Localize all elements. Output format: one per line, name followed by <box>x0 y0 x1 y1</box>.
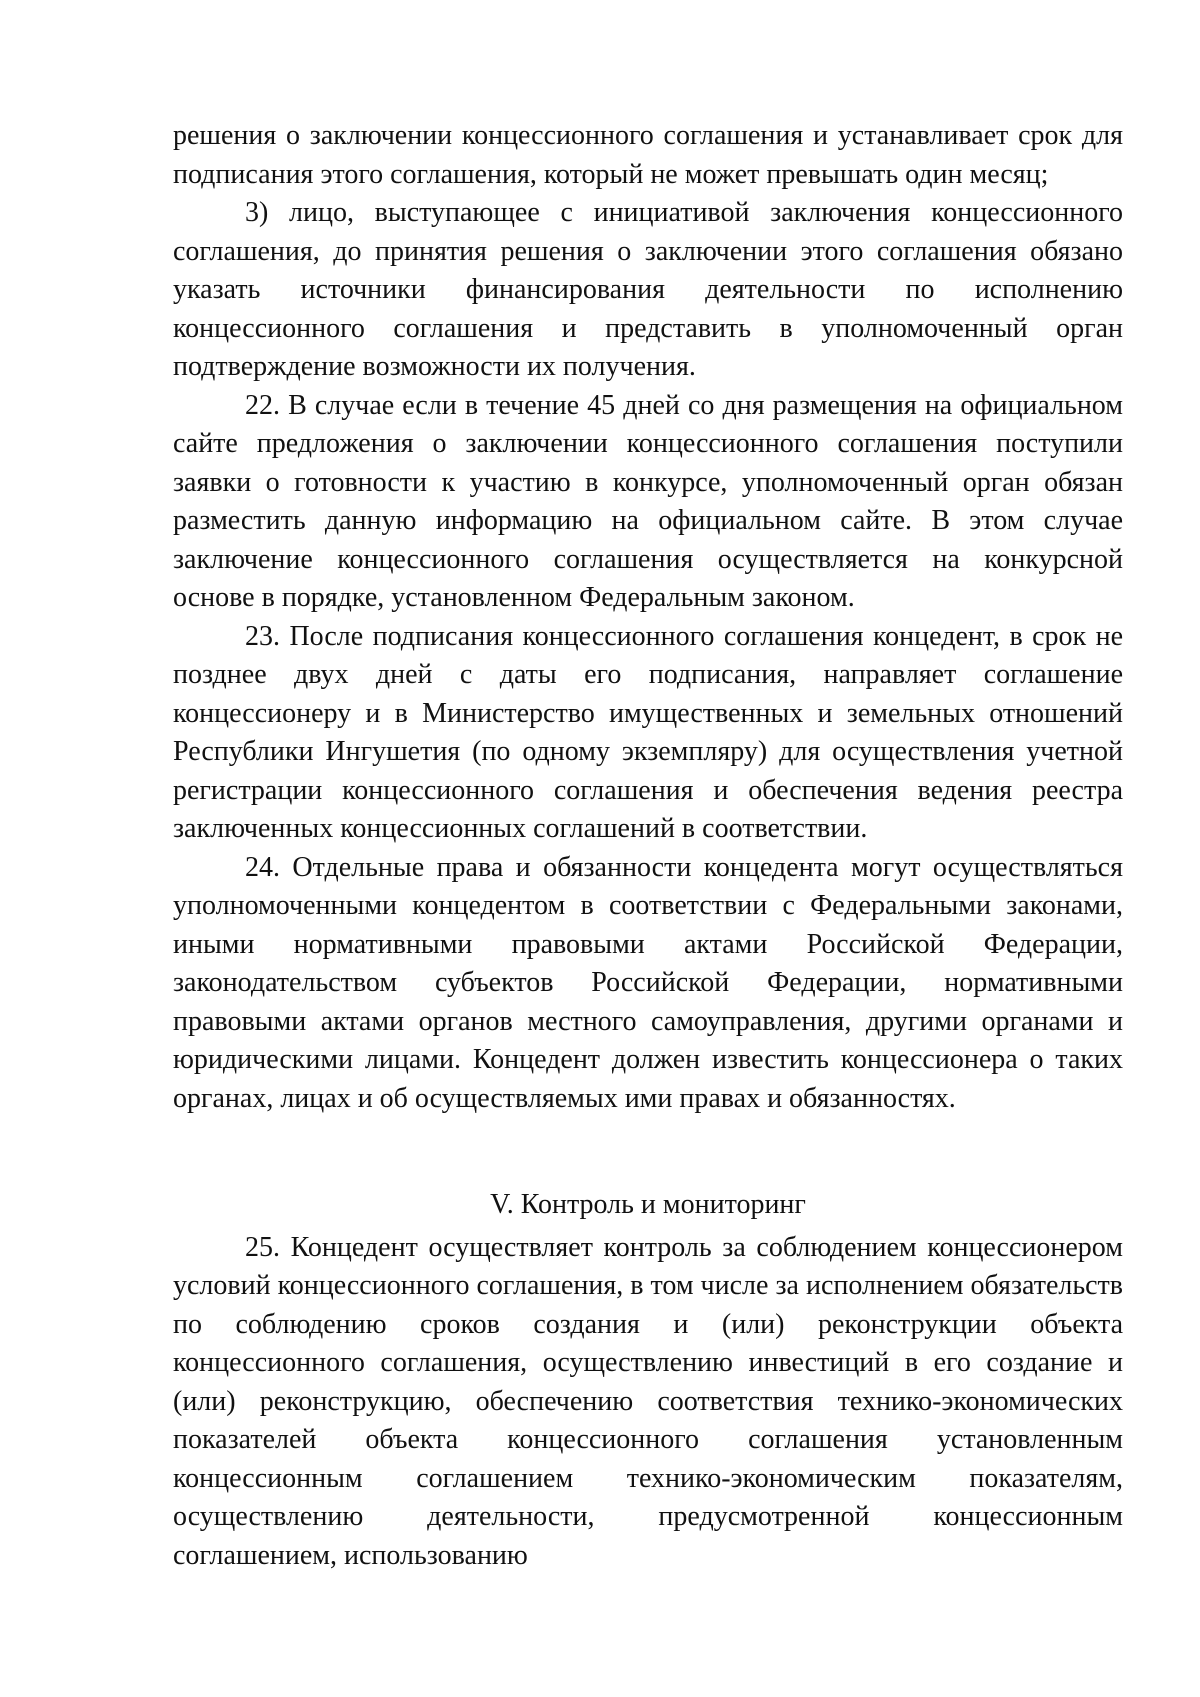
paragraph-22: 22. В случае если в течение 45 дней со дня размещения на официальном сайте предложения о заключении концессионного соглашения поступили заявки о готовности к участию в конкурсе, уполномоченный орган обязан разместить данную информацию на официальном сайте. В этом случае заключение концессионного соглашения осуществляется на конкурсной основе в порядке, установленном Федеральным законом. <box>173 389 1123 613</box>
paragraph-continuation: решения о заключении концессионного соглашения и устанавливает срок для подписания этого соглашения, который не может превышать один месяц; <box>173 120 1123 190</box>
section-heading: V. Контроль и мониторинг <box>490 1189 806 1220</box>
paragraph-24: 24. Отдельные права и обязанности концедента могут осуществляться уполномоченными концедентом в соответствии с Федеральными законами, иными нормативными правовыми актами Российской Федерации, законодательством субъектов Российской Федерации, нормативными правовыми актами органов местного самоуправления, другими органами и юридическими лицами. Концедент должен известить концессионера о таких органах, лицах и об осуществляемых ими правах и обязанностях. <box>173 851 1123 1114</box>
paragraph-23: 23. После подписания концессионного соглашения концедент, в срок не позднее двух дней с даты его подписания, направляет соглашение концессионеру и в Министерство имущественных и земельных отношений Республики Ингушетия (по одному экземпляру) для осуществления учетной регистрации концессионного соглашения и обеспечения ведения реестра заключенных концессионных соглашений в соответствии. <box>173 620 1123 844</box>
paragraph-25: 25. Концедент осуществляет контроль за соблюдением концессионером условий концессионного соглашения, в том числе за исполнением обязательств по соблюдению сроков создания и (или) реконструкции объекта концессионного соглашения, осуществлению инвестиций в его создание и (или) реконструкцию, обеспечению соответствия технико-экономических показателей объекта концессионного соглашения установленным концессионным соглашением технико-экономическим показателям, осуществлению деятельности, предусмотренной концессионным соглашением, использованию <box>173 1231 1123 1571</box>
paragraph-item-3: 3) лицо, выступающее с инициативой заключения концессионного соглашения, до принятия решения о заключении этого соглашения обязано указать источники финансирования деятельности по исполнению концессионного соглашения и представить в уполномоченный орган подтверждение возможности их получения. <box>173 197 1123 382</box>
section-spacer <box>173 1118 1123 1186</box>
document-body <box>173 117 1123 1575</box>
